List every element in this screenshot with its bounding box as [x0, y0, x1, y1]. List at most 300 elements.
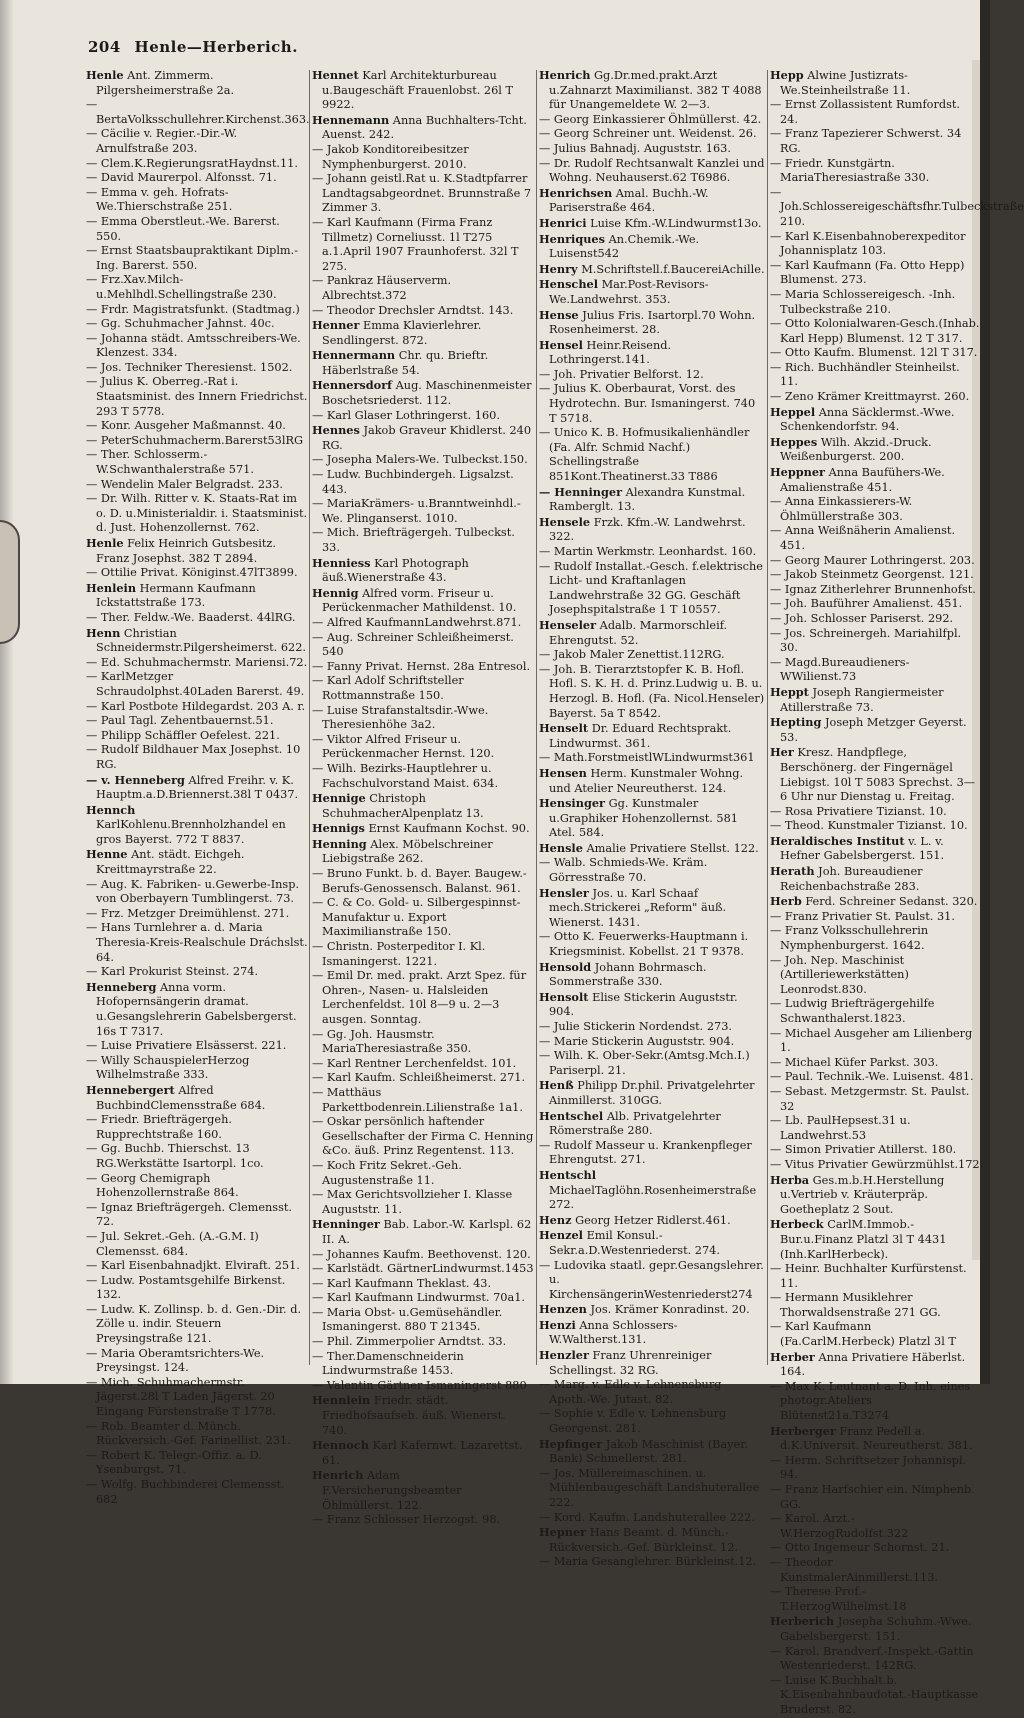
entry-text: — Rob. Beamter d. Münch. Rückversich.-Gef. Farinellist. 231. [86, 1419, 291, 1448]
entry-text: — Ludovika staatl. gepr.Gesangslehrer. u. KirchensängerinWestenriederst274 [539, 1258, 764, 1301]
directory-entry [770, 157, 980, 186]
directory-entry [312, 1188, 534, 1217]
entry-text: — Friedr. Kunstgärtn. MariaTheresiastraße 330. [770, 156, 930, 185]
entry-text: Jos. Krämer Konradinst. 20. [590, 1303, 750, 1317]
directory-entry [539, 1049, 766, 1078]
entry-text: — Anna Einkassierers-W. Öhlmüllerstraße 303. [770, 495, 913, 523]
entry-text: Jakob Graveur Khidlerst. 240 RG. [322, 424, 532, 452]
directory-entry [770, 495, 980, 524]
entry-text: — Mich. Schuhmachermstr. Jägerst.28l T Laden Jägerst. 20 Eingang Fürstenstraße T 1778. [86, 1375, 276, 1419]
directory-entry [539, 262, 766, 278]
directory-entry [770, 1114, 980, 1143]
entry-text: — Luise K.Buchhalt.b. K.Eisenbahnbaudotat.-Hauptkasse Bruderst. 82. [770, 1673, 979, 1716]
entry-text: — Franz Privatier St. Paulst. 31. [770, 909, 955, 923]
entry-surname: Henz [539, 1212, 572, 1227]
entry-surname: Hennoch [312, 1438, 369, 1453]
directory-entry [86, 611, 308, 626]
entry-text: — Matthäus Parkettbodenrein.Lilienstraße 1a1. [312, 1085, 523, 1114]
entry-text: — Frz. Metzger Dreimühlenst. 271. [86, 906, 290, 920]
directory-entry [86, 478, 308, 493]
directory-entry [86, 965, 308, 980]
directory-entry [539, 68, 766, 113]
directory-entry [539, 1318, 766, 1348]
directory-entry [539, 960, 766, 990]
entry-surname: Hennersdorf [312, 378, 393, 393]
directory-entry [539, 515, 766, 545]
entry-surname: Hepp [770, 68, 804, 82]
entry-text: — Pankraz Häuserverm. Albrechtst.372 [312, 274, 452, 302]
directory-entry [539, 721, 766, 751]
entry-surname: Hensinger [539, 796, 605, 811]
entry-text: — Ludw. Postamtsgehilfe Birkenst. 132. [86, 1273, 286, 1302]
entry-text: Emil Konsul.-Sekr.a.D.Westenriederst. 274. [549, 1229, 720, 1257]
directory-entry [312, 791, 534, 821]
entry-surname: Hentschl [539, 1167, 597, 1182]
directory-entry [539, 157, 766, 186]
directory-entry [312, 453, 534, 468]
entry-text: — Ther. Feldw.-We. Baaderst. 44lRG. [86, 610, 296, 624]
directory-entry [770, 997, 980, 1026]
entry-text: Elise Stickerin Auguststr. 904. [549, 990, 738, 1019]
entry-surname: Henning [312, 836, 367, 851]
directory-entry [86, 1054, 308, 1083]
entry-text: — KarlMetzger Schraudolphst.40Laden Barerst. 49. [86, 670, 305, 698]
directory-entry [86, 729, 308, 744]
entry-surname: Henzen [539, 1302, 587, 1317]
directory-entry [86, 303, 308, 318]
directory-entry [86, 847, 308, 877]
entry-text: Ges.m.b.H.Herstellung u.Vertrieb v. Kräuterpräp. Goetheplatz 2 Sout. [780, 1173, 945, 1216]
entry-text: — Otto Ingemeur Schornst. 21. [770, 1541, 950, 1555]
entry-text: — Ottilie Privat. Königinst.47lT3899. [86, 566, 298, 580]
entry-text: — Max K. Leutnant a. D. Inh. eines photogr.Ateliers Blütenst21a.T3274 [770, 1379, 971, 1423]
directory-entry [312, 143, 534, 172]
directory-entry [86, 317, 308, 332]
entry-text: — Aug. Schreiner Schleißheimerst. 540 [312, 630, 514, 659]
directory-entry [312, 1335, 534, 1350]
entry-text: — Julie Stickerin Nordendst. 273. [539, 1020, 733, 1033]
entry-text: — Joh. Bauführer Amalienst. 451. [770, 597, 963, 611]
directory-entry [86, 803, 308, 848]
directory-entry [312, 556, 534, 586]
entry-text: — Karl K.Eisenbahnoberexpeditor Johannisplatz 103. [770, 229, 966, 258]
entry-text: — Karl Adolf Schriftsteller Rottmannstraße 150. [312, 674, 464, 702]
entry-text: — Maria Gesanglehrer. Bürkleinst.12. [539, 1555, 757, 1569]
directory-entry [539, 1467, 766, 1511]
entry-surname: Henrich [539, 68, 591, 82]
directory-entry [770, 1585, 980, 1614]
directory-entry [86, 434, 308, 449]
directory-entry [539, 560, 766, 618]
entry-text: — Karl Eisenbahnadjkt. Elviraft. 251. [86, 1259, 300, 1273]
entry-text: Bab. Labor.-W. Karlspl. 62 II. A. [322, 1218, 532, 1246]
directory-entry [312, 1468, 534, 1513]
directory-entry [770, 819, 980, 834]
entry-text: Anna Privatiere Häberlst. 164. [780, 1350, 966, 1379]
entry-surname: Henn [86, 625, 121, 640]
directory-entry [539, 886, 766, 931]
directory-entry [770, 924, 980, 953]
entry-surname: Herber [770, 1349, 815, 1364]
entry-surname: Hentschel [539, 1108, 604, 1123]
entry-text: Jakob Maschinist (Bayer. Bank) Schmellerst. 281. [549, 1437, 748, 1466]
entry-text: — Herm. Schriftsetzer Johannispl. 94. [770, 1453, 967, 1482]
directory-entry [312, 216, 534, 274]
entry-text: — Karl Postbote Hildegardst. 203 A. r. [86, 699, 306, 713]
directory-entry [539, 216, 766, 232]
entry-text: — Karl Kaufm. Schleißheimerst. 271. [312, 1071, 526, 1085]
entry-text: Alfred BuchbindClemensstraße 684. [96, 1083, 266, 1112]
directory-entry [539, 1213, 766, 1229]
entry-text: — Otto Kolonialwaren-Gesch.(Inhab. Karl Hepp) Blumenst. 12 T 317. [770, 317, 980, 345]
entry-text: — Phil. Zimmerpolier Arndtst. 33. [312, 1335, 507, 1349]
directory-entry [539, 1525, 766, 1555]
entry-surname: Henneberg [86, 979, 157, 994]
entry-surname: Herath [770, 864, 815, 879]
directory-entry [312, 1277, 534, 1292]
entry-text: Gg.Dr.med.prakt.Arzt u.Zahnarzt Maximilianst. 382 T 4088 für Unangemeldete W. 2—3. [549, 69, 762, 112]
entry-text: Ant. städt. Eichgeh. Kreittmayrstraße 22. [96, 848, 245, 877]
entry-text: — Ludwig Briefträgergehilfe Schwanthalerst.1823. [770, 997, 935, 1025]
entry-text: — Johannes Kaufm. Beethovenst. 120. [312, 1247, 531, 1261]
page-header [88, 38, 298, 56]
directory-entry [539, 426, 766, 484]
directory-entry [539, 382, 766, 426]
directory-entry [770, 1350, 980, 1380]
entry-text: — MariaKrämers- u.Branntweinhdl.-We. Plinganserst. 1010. [312, 497, 521, 525]
directory-entry [312, 274, 534, 303]
entry-text: — Julius K. Oberbaurat, Vorst. des Hydrotechn. Bur. Ismaningerst. 740 T 5718. [539, 382, 756, 425]
entry-text: Wilh. Akzid.-Druck. Weißenburgerst. 200. [780, 435, 932, 464]
entry-text: Anna vorm. Hofopernsängerin dramat. u.Gesangslehrerin Gabelsbergerst. 16s T 7317. [96, 980, 297, 1038]
directory-entry [770, 1027, 980, 1056]
entry-surname: Hennes [312, 423, 360, 438]
entry-text: — Gg. Schuhmacher Jahnst. 40c. [86, 317, 275, 331]
entry-text: — Franz Tapezierer Schwerst. 34 RG. [770, 127, 962, 155]
entry-text: — Viktor Alfred Friseur u. Perückenmacher Hernst. 120. [312, 732, 495, 761]
directory-entry [770, 805, 980, 820]
entry-surname: Henner [312, 318, 360, 333]
entry-surname: Henrich [312, 1468, 364, 1483]
entry-text: Ferd. Schreiner Sedanst. 320. [805, 895, 978, 909]
entry-text: Johann Bohrmasch. Sommerstraße 330. [549, 960, 707, 989]
entry-text: — Wendelin Maler Belgradst. 233. [86, 477, 284, 491]
directory-entry [86, 171, 308, 186]
entry-text: — Aug. K. Fabriken- u.Gewerbe-Insp. von Oberbayern Tumblingerst. 73. [86, 877, 300, 906]
entry-text: — Julius Bahnadj. Auguststr. 163. [539, 141, 731, 155]
entry-surname: Herba [770, 1172, 810, 1187]
directory-entry [770, 1512, 980, 1541]
entry-surname: Henriques [539, 231, 605, 246]
entry-text: — Emma v. geh. Hofrats-We.Thierschstraße 251. [86, 185, 233, 214]
directory-entry [770, 745, 980, 804]
entry-text: — Magd.Bureaudieners-WWilienst.73 [770, 655, 910, 684]
entry-text: — Walb. Schmieds-We. Kräm. Görresstraße 70. [539, 856, 708, 885]
entry-text: Hans Beamt. d. Münch.-Rückversich.-Gef. Bürkleinst. 12. [549, 1526, 739, 1554]
entry-surname: — v. Henneberg [86, 772, 185, 787]
directory-entry [539, 1407, 766, 1436]
directory-entry [539, 1035, 766, 1050]
directory-entry [312, 1291, 534, 1306]
entry-text: — Christn. Posterpeditor I. Kl. Ismaningerst. 1221. [312, 940, 486, 968]
directory-entry [86, 743, 308, 772]
entry-text: — Jakob Konditoreibesitzer Nymphenburgerst. 2010. [312, 142, 469, 171]
entry-text: — Ther.Damenschneiderin Lindwurmstraße 1453. [312, 1349, 464, 1378]
directory-entry [312, 969, 534, 1027]
directory-entry [539, 232, 766, 262]
entry-surname: Henle [86, 68, 124, 82]
directory-entry [86, 375, 308, 419]
directory-entry [312, 1217, 534, 1247]
directory-entry [770, 1556, 980, 1585]
directory-entry [312, 526, 534, 555]
entry-text: — Martin Werkmstr. Leonhardst. 160. [539, 545, 757, 558]
entry-surname: Hennemann [312, 112, 390, 127]
entry-text: — Jakob Steinmetz Georgenst. 121. [770, 568, 974, 582]
directory-entry [539, 841, 766, 857]
entry-surname: — Henninger [539, 484, 623, 499]
directory-entry [770, 1380, 980, 1424]
entry-text: Frzk. Kfm.-W. Landwehrst. 322. [549, 515, 746, 544]
directory-entry [312, 378, 534, 408]
entry-surname: Hennigs [312, 821, 365, 836]
directory-entry [539, 338, 766, 368]
entry-text: — Frz.Xav.Milch-u.Mehlhdl.Schellingstraße 230. [86, 273, 277, 301]
entry-text: Alfred vorm. Friseur u. Perückenmacher Mathildenst. 10. [322, 586, 517, 615]
entry-text: Amalie Privatiere Stellst. 122. [586, 841, 759, 855]
directory-entry [312, 468, 534, 497]
entry-surname: Hense [539, 307, 579, 322]
entry-surname: Henrici [539, 215, 587, 230]
entry-text: — Otto K. Feuerwerks-Hauptmann i. Kriegsminist. Kobellst. 21 T 9378. [539, 930, 749, 959]
entry-text: — Jos. Techniker Theresienst. 1502. [86, 360, 293, 374]
entry-surname: Henrichsen [539, 185, 613, 200]
entry-text: — Karl Kaufmann (Fa. Otto Hepp) Blumenst. 273. [770, 258, 965, 287]
entry-text: — Ignaz Briefträgergeh. Clemensst. 72. [86, 1200, 293, 1229]
directory-entry [86, 1230, 308, 1259]
directory-column-4 [770, 68, 1024, 1716]
entry-text: Philipp Dr.phil. Privatgelehrter Ainmillerst. 310GG. [549, 1079, 755, 1107]
entry-text: — BertaVolksschullehrer.Kirchenst.363. [86, 98, 310, 126]
entry-surname: Hensler [539, 885, 589, 900]
entry-text: — Theod. Kunstmaler Tizianst. 10. [770, 819, 968, 833]
entry-text: — Dr. Rudolf Rechtsanwalt Kanzlei und Wohng. Neuhauserst.62 T6986. [539, 156, 765, 185]
entry-text: — Ludw. K. Zollinsp. b. d. Gen.-Dir. d. Zölle u. indir. Steuern Preysingstraße 121. [86, 1302, 302, 1346]
entry-text: — Joh. Schlosser Pariserst. 292. [770, 611, 954, 625]
entry-surname: Herb [770, 894, 802, 909]
entry-text: Anna Baufühers-We. Amalienstraße 451. [780, 466, 945, 494]
entry-text: v. L. v. Hefner Gabelsbergerst. 151. [780, 834, 945, 863]
entry-text: — Konr. Ausgeher Maßmannst. 40. [86, 419, 286, 433]
entry-text: — Alfred KaufmannLandwehrst.871. [312, 615, 522, 629]
entry-text: Chr. qu. Brieftr. Häberlstraße 54. [322, 349, 489, 377]
entry-text: — Ludw. Buchbindergeh. Ligsalzst. 443. [312, 468, 514, 496]
directory-entry [312, 1086, 534, 1115]
directory-entry [312, 1379, 534, 1394]
directory-entry [539, 618, 766, 648]
entry-text: — Karol. Arzt.-W.HerzogRudolfst.322 [770, 1512, 909, 1540]
entry-surname: Henselt [539, 721, 589, 736]
entry-text: — Hermann Musiklehrer Thorwaldsenstraße 271 GG. [770, 1291, 941, 1319]
directory-entry [86, 1347, 308, 1376]
directory-entry [312, 1071, 534, 1086]
directory-entry [312, 1350, 534, 1379]
entry-text: Adam F.Versicherungsbeamter Öhlmüllerst. 122. [322, 1469, 462, 1512]
directory-entry [86, 714, 308, 729]
entry-text: — Georg Chemigraph Hohenzollernstraße 864. [86, 1171, 239, 1200]
directory-entry [86, 127, 308, 156]
entry-text: — Karl Rentner Lerchenfeldst. 101. [312, 1056, 517, 1070]
directory-entry [86, 700, 308, 715]
entry-surname: Heraldisches Institut [770, 833, 905, 848]
entry-text: — Philipp Schäffler Oefelest. 221. [86, 728, 280, 742]
entry-text: — Franz Schlosser Herzogst. 98. [312, 1513, 501, 1527]
directory-entry [86, 448, 308, 477]
entry-text: — Emma Oberstleut.-We. Barerst. 550. [86, 214, 280, 243]
directory-entry [539, 796, 766, 841]
entry-text: — Marg. v. Edle v. Lehnensburg Apoth.-We. Jutast. 82. [539, 1378, 722, 1406]
entry-text: Aug. Maschinenmeister Boschetsriederst. 112. [322, 379, 532, 408]
entry-surname: Hennlein [312, 1393, 371, 1408]
entry-text: — Joh. Privatier Belforst. 12. [539, 367, 704, 381]
directory-entry [770, 288, 980, 317]
directory-entry [86, 492, 308, 536]
directory-entry [312, 1159, 534, 1188]
entry-text: Christian Schneidermstr.Pilgersheimerst. 622. [96, 626, 307, 655]
entry-text: — Zeno Krämer Kreittmayrst. 260. [770, 390, 970, 404]
entry-text: — Jul. Sekret.-Geh. (A.-G.M. I) Clemensst. 684. [86, 1229, 259, 1258]
entry-surname: Henniess [312, 555, 371, 570]
entry-surname: Henle [86, 536, 124, 550]
directory-entry [312, 1028, 534, 1057]
entry-text: — Paul. Technik.-We. Luisenst. 481. [770, 1070, 974, 1084]
directory-entry [86, 332, 308, 361]
entry-surname: Henseler [539, 617, 597, 632]
page-tab [0, 520, 20, 644]
entry-surname: Henne [86, 847, 128, 862]
directory-entry [312, 867, 534, 896]
entry-text: — Ernst Zollassistent Rumfordst. 24. [770, 98, 961, 126]
entry-text: — Georg Schreiner unt. Weidenst. 26. [539, 127, 757, 141]
directory-entry [312, 172, 534, 216]
entry-text: — Kord. Kaufm. Landshuterallee 222. [539, 1510, 755, 1524]
directory-column-1 [86, 68, 310, 1506]
directory-entry [312, 1248, 534, 1263]
entry-surname: Hepting [770, 715, 822, 730]
entry-surname: Heppel [770, 404, 816, 419]
entry-text: — Wolfg. Buchbinderei Clemensst. 682 [86, 1478, 285, 1506]
entry-text: — Theodor KunstmalerAinmillerst.113. [770, 1555, 938, 1584]
entry-text: — Jos. Müllereimaschinen. u. Mühlenbaugeschäft Landshuterallee 222. [539, 1466, 760, 1509]
entry-text: — Luise Privatiere Elsässerst. 221. [86, 1039, 287, 1053]
page-range: Henle—Herberich. [134, 38, 298, 56]
directory-entry [770, 127, 980, 156]
directory-entry [86, 1113, 308, 1142]
entry-text: Mar.Post-Revisors-We.Landwehrst. 353. [549, 278, 709, 306]
directory-entry [770, 554, 980, 569]
directory-entry [312, 497, 534, 526]
entry-text: — Joh. Nep. Maschinist (Artilleriewerkstätten) Leonrodst.830. [770, 953, 909, 996]
entry-text: — Oskar persönlich haftender Gesellschafter der Firma C. Henning &Co. äuß. Prinz Regentenst. 113. [312, 1115, 534, 1158]
entry-text: M.Schriftstell.f.BaucereiAchille. [581, 262, 765, 276]
column-divider [767, 70, 768, 1365]
directory-entry [770, 1262, 980, 1291]
entry-text: Karl Architekturbureau u.Baugeschäft Frauenlobst. 26l T 9922. [322, 69, 514, 112]
directory-entry [312, 1393, 534, 1438]
entry-text: — Lb. PaulHepsest.31 u. Landwehrst.53 [770, 1114, 911, 1142]
entry-text: — Ernst Staatsbaupraktikant Diplm.-Ing. Barerst. 550. [86, 244, 299, 272]
entry-text: Alexandra Kunstmal. Ramberglt. 13. [549, 485, 746, 514]
directory-entry [86, 1478, 308, 1507]
directory-entry [86, 907, 308, 922]
directory-entry [539, 485, 766, 515]
entry-text: — Rudolf Installat.-Gesch. f.elektrische Licht- und Kraftanlagen Landwehrstraße 32 GG. Geschäft Josephspitalstraße 1 T 10557. [539, 559, 763, 617]
directory-entry [86, 980, 308, 1039]
entry-text: Alwine Justizrats-We.Steinheilstraße 11. [780, 69, 911, 97]
directory-entry [312, 318, 534, 348]
entry-surname: Hennch [86, 802, 136, 817]
directory-entry [312, 616, 534, 631]
entry-surname: Herberger [770, 1423, 836, 1438]
directory-entry [312, 631, 534, 660]
directory-entry [539, 1078, 766, 1108]
directory-entry [539, 856, 766, 885]
directory-entry [86, 626, 308, 656]
directory-entry [86, 1172, 308, 1201]
entry-text: Anna Buchhalters-Tcht. Auenst. 242. [322, 113, 527, 142]
entry-surname: Herbeck [770, 1217, 824, 1232]
entry-text: — Johanna städt. Amtsschreibers-We. Klenzest. 334. [86, 331, 301, 360]
directory-entry [539, 1259, 766, 1303]
entry-surname: Henry [539, 261, 578, 276]
entry-text: — Simon Privatier Atillerst. 180. [770, 1143, 957, 1157]
directory-entry [770, 524, 980, 553]
directory-entry [312, 113, 534, 143]
entry-surname: Hennebergert [86, 1082, 175, 1097]
directory-entry [539, 113, 766, 128]
entry-text: — Jos. Schreinergeh. Mariahilfpl. 30. [770, 626, 962, 655]
entry-text: — Maria Schlossereigesch. -Inh. Tulbeckstraße 210. [770, 287, 956, 316]
entry-text: — Vitus Privatier Gewürzmühlst.172 [770, 1157, 980, 1171]
entry-surname: Heppes [770, 434, 818, 449]
entry-text: Alfred Freihr. v. K. Hauptm.a.D.Briennerst.38l T 0437. [96, 773, 299, 802]
entry-text: Amal. Buchh.-W. Pariserstraße 464. [549, 186, 709, 215]
directory-entry [770, 1320, 980, 1349]
directory-entry [86, 157, 308, 172]
directory-entry [312, 409, 534, 424]
entry-text: Joseph Rangiermeister Atillerstraße 73. [780, 685, 944, 714]
directory-entry [539, 1228, 766, 1258]
directory-entry [539, 1109, 766, 1139]
entry-text: — Anna Weißnäherin Amalienst. 451. [770, 524, 956, 552]
directory-entry [312, 762, 534, 791]
entry-surname: Heppt [770, 684, 809, 699]
entry-text: — Cäcilie v. Regier.-Dir.-W. Arnulfstraße 203. [86, 127, 238, 155]
entry-text: — Michael Küfer Parkst. 303. [770, 1055, 939, 1069]
entry-text: — Julius K. Oberreg.-Rat i. Staatsminist. des Innern Friedrichst. 293 T 5778. [86, 375, 308, 418]
entry-text: Alex. Möbelschreiner Liebigstraße 262. [322, 837, 493, 866]
entry-text: — Ignaz Zitherlehrer Brunnenhofst. [770, 582, 976, 596]
directory-entry [312, 1513, 534, 1528]
entry-text: — Fanny Privat. Hernst. 28a Entresol. [312, 659, 531, 673]
entry-surname: Henschel [539, 277, 599, 292]
entry-text: — Hans Turnlehrer a. d. Maria Theresia-Kreis-Realschule Dráchslst. 64. [86, 921, 308, 964]
entry-text: Heinr.Reisend. Lothringerst.141. [549, 338, 672, 367]
entry-text: — Math.ForstmeistlWLindwurmst361 [539, 751, 755, 765]
directory-entry [539, 1302, 766, 1318]
entry-surname: Hensolt [539, 989, 589, 1004]
directory-entry [539, 663, 766, 721]
